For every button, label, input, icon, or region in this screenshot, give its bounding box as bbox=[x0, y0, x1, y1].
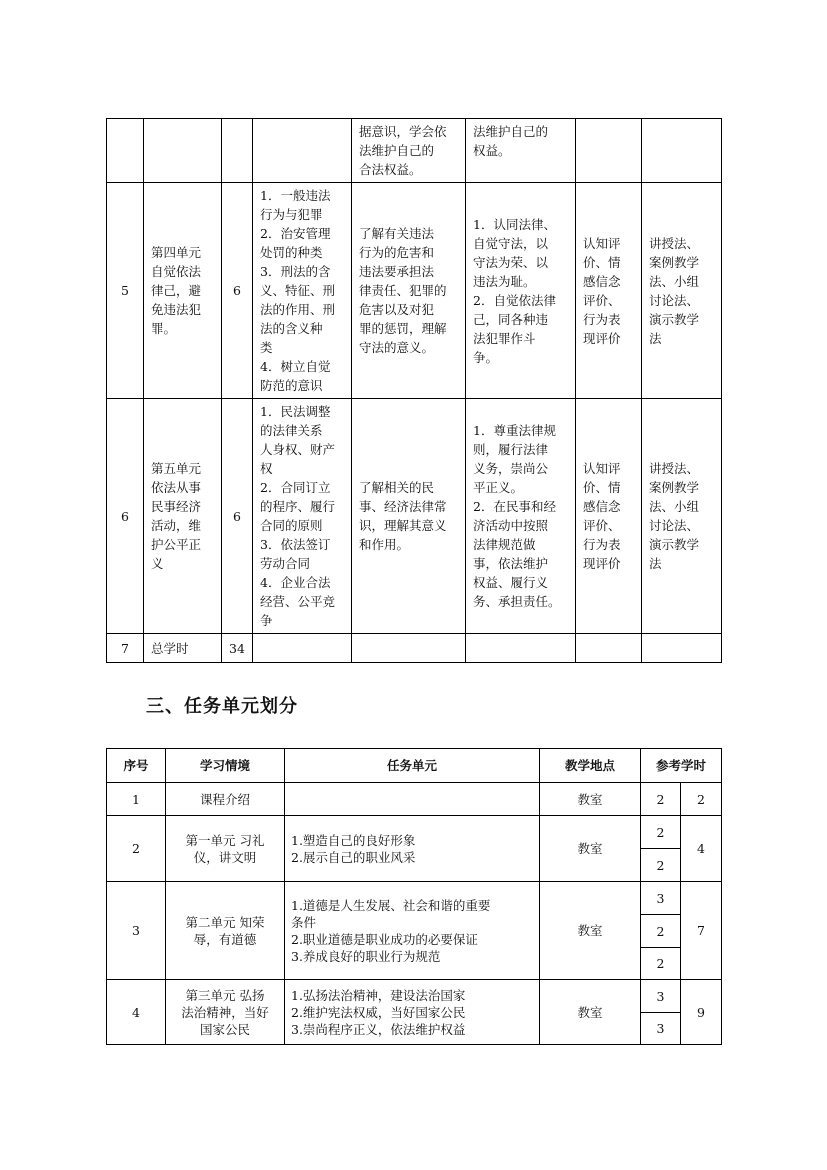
emotion-line: 务、承担责任。 bbox=[473, 594, 561, 609]
emotion-line: 2．自觉依法律 bbox=[473, 292, 556, 308]
total-hours-cell: 2 bbox=[681, 783, 722, 816]
content-line: 的法律关系 bbox=[260, 423, 323, 438]
content-line: 2．合同订立 bbox=[260, 480, 331, 495]
method-line: 讨论法、 bbox=[649, 292, 700, 308]
sub-hours-cell: 2 bbox=[641, 816, 681, 849]
emotion-line: 法律规范做 bbox=[473, 537, 536, 552]
emotion-cell bbox=[466, 634, 576, 663]
situation-line: 仪，讲文明 bbox=[193, 849, 257, 865]
unit-line: 第五单元 bbox=[151, 461, 202, 476]
method-line: 演示教学 bbox=[649, 311, 700, 327]
sub-hours-cell: 2 bbox=[641, 915, 681, 948]
task-cell bbox=[285, 980, 540, 1045]
content-line: 行为与犯罪 bbox=[260, 207, 323, 222]
evaluation-line: 评价、 bbox=[583, 292, 621, 308]
location-cell: 教室 bbox=[540, 783, 641, 816]
unit-line: 第四单元 bbox=[151, 245, 202, 260]
evaluation-line: 行为表 bbox=[583, 537, 621, 552]
hours-cell: 6 bbox=[222, 183, 253, 399]
row-number: 3 bbox=[107, 882, 166, 980]
hours-cell bbox=[222, 119, 253, 183]
evaluation-cell bbox=[576, 119, 642, 183]
task-line: 2.维护宪法权威，当好国家公民 bbox=[291, 1004, 466, 1020]
method-line: 法 bbox=[649, 556, 662, 571]
row-number: 2 bbox=[107, 816, 166, 882]
task-line: 1.道德是人生发展、社会和谐的重要 bbox=[291, 897, 491, 913]
unit-line: 自觉依法 bbox=[151, 264, 202, 279]
content-line: 权 bbox=[260, 461, 273, 476]
method-line: 案例教学 bbox=[649, 254, 700, 270]
unit-line: 活动，维 bbox=[151, 518, 202, 533]
situation-cell bbox=[166, 783, 285, 816]
content-line: 1．一般违法 bbox=[260, 188, 331, 203]
hours-cell: 34 bbox=[222, 634, 253, 663]
content-cell bbox=[253, 399, 352, 634]
goal-line: 危害以及对犯 bbox=[359, 302, 435, 317]
task-cell bbox=[285, 783, 540, 816]
content-line: 2．治安管理 bbox=[260, 226, 331, 241]
location-cell: 教室 bbox=[540, 980, 641, 1045]
task-line: 1.塑造自己的良好形象 bbox=[291, 832, 416, 848]
sub-hours-cell: 2 bbox=[641, 948, 681, 980]
goal-line: 罪的惩罚，理解 bbox=[359, 321, 447, 336]
emotion-cell bbox=[466, 183, 576, 399]
header-location: 教学地点 bbox=[540, 749, 641, 783]
goal-line: 违法要承担法 bbox=[359, 264, 435, 279]
method-cell bbox=[642, 183, 722, 399]
header-situation: 学习情境 bbox=[166, 749, 285, 783]
situation-line: 课程介绍 bbox=[199, 791, 250, 807]
goal-line: 行为的危害和 bbox=[359, 245, 435, 260]
evaluation-cell bbox=[576, 634, 642, 663]
content-line: 经营、公平竞 bbox=[260, 594, 336, 609]
goal-line: 了解相关的民 bbox=[359, 480, 435, 495]
content-cell bbox=[253, 119, 352, 183]
method-line: 讲授法、 bbox=[649, 235, 700, 251]
emotion-line: 事，依法维护 bbox=[473, 556, 549, 571]
situation-line: 第二单元 知荣 bbox=[185, 914, 265, 930]
task-line: 3.崇尚程序正义，依法维护权益 bbox=[291, 1021, 466, 1037]
unit-line: 护公平正 bbox=[151, 537, 202, 552]
row-number: 6 bbox=[107, 399, 144, 634]
emotion-line: 1．尊重法律规 bbox=[473, 423, 556, 438]
evaluation-line: 行为表 bbox=[583, 311, 621, 327]
row-number: 1 bbox=[107, 783, 166, 816]
emotion-line: 己，同各种违 bbox=[473, 311, 549, 327]
header-num: 序号 bbox=[107, 749, 166, 783]
content-line: 防范的意识 bbox=[260, 378, 323, 393]
task-cell bbox=[285, 882, 540, 980]
task-unit-table bbox=[106, 748, 722, 1045]
curriculum-table bbox=[106, 118, 722, 663]
emotion-line: 自觉守法，以 bbox=[473, 235, 549, 251]
table-row bbox=[107, 816, 722, 849]
emotion-line: 权益、履行义 bbox=[473, 575, 549, 590]
goal-line: 合法权益。 bbox=[359, 162, 422, 177]
emotion-line: 法维护自己的 bbox=[473, 124, 549, 139]
method-line: 讲授法、 bbox=[649, 461, 700, 476]
task-line: 2.职业道德是职业成功的必要保证 bbox=[291, 931, 478, 947]
unit-cell bbox=[144, 119, 222, 183]
table-row bbox=[107, 399, 722, 634]
evaluation-line: 感信念 bbox=[583, 499, 621, 514]
sub-hours-cell: 2 bbox=[641, 849, 681, 882]
header-task: 任务单元 bbox=[285, 749, 540, 783]
goal-line: 识，理解其意义 bbox=[359, 518, 447, 533]
evaluation-cell bbox=[576, 183, 642, 399]
situation-line: 法治精神，当好 bbox=[181, 1004, 269, 1020]
method-cell bbox=[642, 399, 722, 634]
header-hours: 参考学时 bbox=[641, 749, 722, 783]
unit-line: 义 bbox=[151, 556, 164, 571]
situation-cell bbox=[166, 816, 285, 882]
task-line: 1.弘扬法治精神，建设法治国家 bbox=[291, 987, 466, 1003]
method-line: 法 bbox=[649, 330, 662, 346]
goal-line: 律责任、犯罪的 bbox=[359, 283, 447, 298]
content-line: 3．刑法的含 bbox=[260, 264, 331, 279]
table-row bbox=[107, 183, 722, 399]
task-line: 条件 bbox=[291, 914, 317, 930]
task-line: 3.养成良好的职业行为规范 bbox=[291, 948, 441, 964]
emotion-line: 争。 bbox=[473, 349, 499, 365]
content-line: 劳动合同 bbox=[260, 556, 311, 571]
goal-line: 守法的意义。 bbox=[359, 340, 435, 355]
total-hours-cell: 9 bbox=[681, 980, 722, 1045]
sub-hours-cell: 3 bbox=[641, 980, 681, 1013]
goal-line: 据意识，学会依 bbox=[359, 124, 447, 139]
method-cell bbox=[642, 634, 722, 663]
goal-cell bbox=[352, 634, 466, 663]
unit-cell bbox=[144, 183, 222, 399]
task-line: 2.展示自己的职业风采 bbox=[291, 849, 416, 865]
table-row bbox=[107, 634, 722, 663]
emotion-line: 2．在民事和经 bbox=[473, 499, 556, 514]
unit-line: 律己，避 bbox=[151, 283, 202, 298]
situation-line: 第三单元 弘扬 bbox=[185, 987, 265, 1003]
emotion-line: 违法为耻。 bbox=[473, 273, 536, 289]
evaluation-line: 现评价 bbox=[583, 556, 621, 571]
goal-cell bbox=[352, 399, 466, 634]
emotion-line: 法犯罪作斗 bbox=[473, 330, 536, 346]
content-line: 人身权、财产 bbox=[260, 442, 336, 457]
content-line: 法的作用、刑 bbox=[260, 302, 336, 317]
total-hours-label: 总学时 bbox=[151, 640, 189, 656]
emotion-line: 守法为荣、以 bbox=[473, 254, 549, 270]
row-number: 4 bbox=[107, 980, 166, 1045]
evaluation-line: 认知评 bbox=[583, 235, 621, 251]
hours-cell: 6 bbox=[222, 399, 253, 634]
total-hours-cell: 4 bbox=[681, 816, 722, 882]
goal-line: 事、经济法律常 bbox=[359, 499, 447, 514]
goal-cell bbox=[352, 119, 466, 183]
situation-line: 辱，有道德 bbox=[193, 931, 257, 947]
table-row bbox=[107, 783, 722, 816]
row-number: 7 bbox=[107, 634, 144, 663]
content-line: 4．企业合法 bbox=[260, 575, 331, 590]
unit-cell bbox=[144, 634, 222, 663]
sub-hours-cell: 3 bbox=[641, 1013, 681, 1045]
location-cell: 教室 bbox=[540, 882, 641, 980]
content-line: 争 bbox=[260, 613, 273, 628]
situation-cell bbox=[166, 882, 285, 980]
content-line: 的程序、履行 bbox=[260, 499, 336, 514]
unit-line: 罪。 bbox=[151, 321, 177, 336]
content-line: 3．依法签订 bbox=[260, 537, 331, 552]
content-line: 处罚的种类 bbox=[260, 245, 323, 260]
evaluation-line: 感信念 bbox=[583, 273, 621, 289]
method-line: 法、小组 bbox=[649, 273, 700, 289]
method-line: 案例教学 bbox=[649, 480, 700, 495]
method-line: 讨论法、 bbox=[649, 518, 700, 533]
goal-cell bbox=[352, 183, 466, 399]
evaluation-cell bbox=[576, 399, 642, 634]
content-line: 义、特征、刑 bbox=[260, 283, 336, 298]
goal-line: 和作用。 bbox=[359, 537, 410, 552]
table-row bbox=[107, 980, 722, 1013]
goal-line: 了解有关违法 bbox=[359, 226, 435, 241]
evaluation-line: 评价、 bbox=[583, 518, 621, 533]
emotion-line: 则，履行法律 bbox=[473, 442, 549, 457]
emotion-cell bbox=[466, 399, 576, 634]
content-line: 合同的原则 bbox=[260, 518, 323, 533]
table-header-row bbox=[107, 749, 722, 783]
goal-line: 法维护自己的 bbox=[359, 143, 435, 158]
evaluation-line: 价、情 bbox=[583, 254, 621, 270]
unit-cell bbox=[144, 399, 222, 634]
row-number bbox=[107, 119, 144, 183]
total-hours-cell: 7 bbox=[681, 882, 722, 980]
emotion-line: 权益。 bbox=[473, 143, 511, 158]
emotion-line: 济活动中按照 bbox=[473, 518, 549, 533]
table-row bbox=[107, 882, 722, 915]
emotion-line: 义务，崇尚公 bbox=[473, 461, 549, 476]
evaluation-line: 价、情 bbox=[583, 480, 621, 495]
evaluation-line: 认知评 bbox=[583, 461, 621, 476]
method-line: 法、小组 bbox=[649, 499, 700, 514]
unit-line: 依法从事 bbox=[151, 480, 202, 495]
location-cell: 教室 bbox=[540, 816, 641, 882]
content-line: 4．树立自觉 bbox=[260, 359, 331, 374]
evaluation-line: 现评价 bbox=[583, 330, 621, 346]
situation-line: 国家公民 bbox=[199, 1021, 250, 1037]
content-line: 类 bbox=[260, 340, 273, 355]
situation-cell bbox=[166, 980, 285, 1045]
content-line: 法的含义种 bbox=[260, 321, 323, 336]
emotion-cell bbox=[466, 119, 576, 183]
method-cell bbox=[642, 119, 722, 183]
content-line: 1．民法调整 bbox=[260, 404, 331, 419]
unit-line: 民事经济 bbox=[151, 499, 202, 514]
task-cell bbox=[285, 816, 540, 882]
emotion-line: 1．认同法律、 bbox=[473, 216, 556, 232]
content-cell bbox=[253, 183, 352, 399]
emotion-line: 平正义。 bbox=[473, 480, 524, 495]
sub-hours-cell: 3 bbox=[641, 882, 681, 915]
method-line: 演示教学 bbox=[649, 537, 700, 552]
table-row bbox=[107, 119, 722, 183]
section-heading: 三、任务单元划分 bbox=[146, 696, 298, 717]
unit-line: 免违法犯 bbox=[151, 302, 202, 317]
sub-hours-cell: 2 bbox=[641, 783, 681, 816]
row-number: 5 bbox=[107, 183, 144, 399]
situation-line: 第一单元 习礼 bbox=[185, 832, 265, 848]
content-cell bbox=[253, 634, 352, 663]
